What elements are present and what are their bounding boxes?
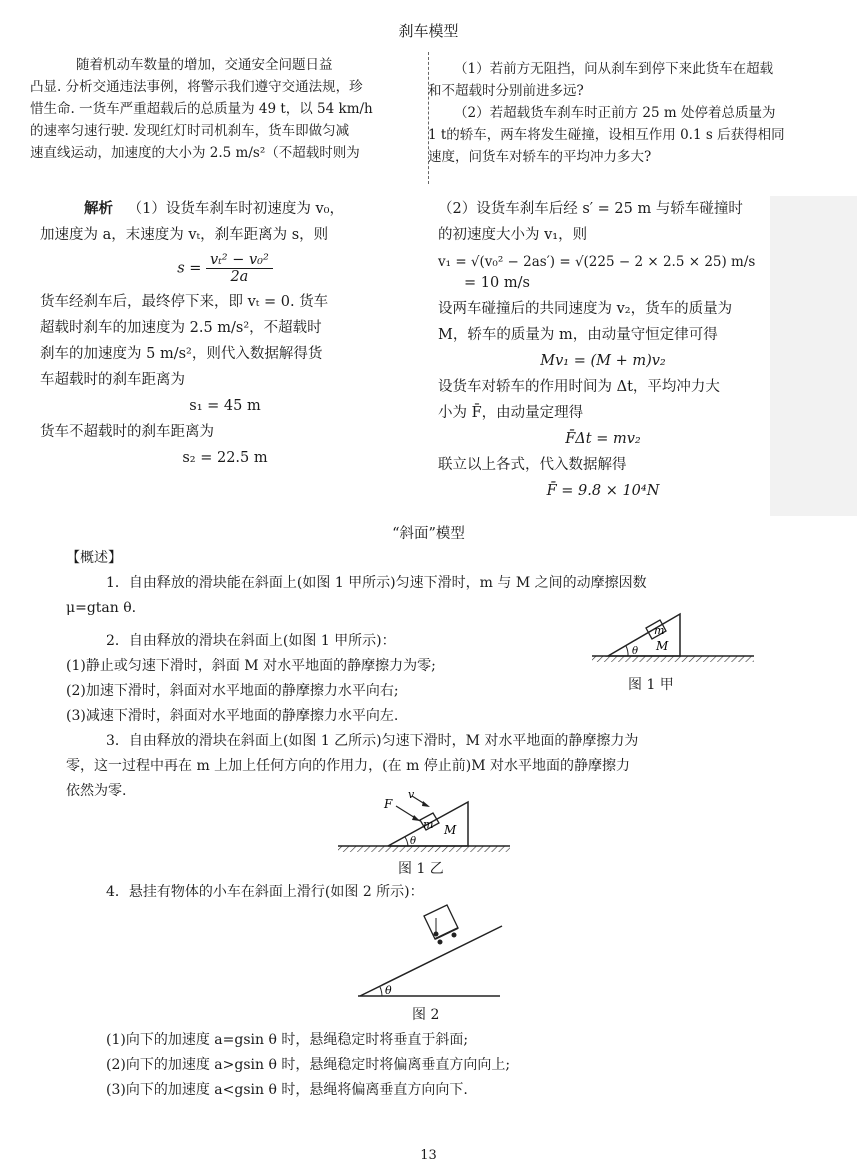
- solution-line: 货车经刹车后，最终停下来，即 vₜ = 0. 货车: [40, 294, 329, 310]
- formula-numerator: vₜ² − v₀²: [206, 252, 273, 269]
- label-m: m: [423, 818, 434, 831]
- label-F: F: [384, 797, 393, 811]
- momentum-equation: Mv₁ = (M + m)v₂: [540, 353, 666, 369]
- result-s1: s₁ = 45 m: [189, 398, 261, 414]
- figure-1b-caption: 图 1 乙: [398, 861, 444, 877]
- problem-line: 的速率匀速行驶. 发现红灯时司机刹车，货车即做匀减: [30, 123, 350, 139]
- ground-hatch: [338, 846, 510, 852]
- page-title: 刹车模型: [398, 22, 459, 40]
- cart-wheel: [452, 933, 457, 938]
- velocity-arrowhead: [422, 801, 430, 807]
- solution-line: 车超载时的刹车距离为: [40, 372, 185, 388]
- label-theta: θ: [385, 984, 392, 997]
- formula-fraction: [206, 252, 273, 285]
- angle-arc: [405, 837, 408, 846]
- label-M: M: [444, 823, 457, 837]
- problem-left-column: [30, 54, 373, 164]
- figure-2: [352, 904, 506, 1002]
- braking-formula: [40, 252, 410, 285]
- solution-left: [40, 196, 410, 471]
- solution-line: 刹车的加速度为 5 m/s²，则代入数据解得货: [40, 346, 323, 362]
- solution-line: （1）设货车刹车时初速度为 v₀，: [127, 201, 344, 217]
- paragraph-line: 依然为零.: [66, 783, 127, 799]
- problem-line: （2）若超载货车刹车时正前方 25 m 处停着总质量为: [454, 105, 776, 121]
- v1-result: = 10 m/s: [464, 275, 530, 291]
- problem-line: 惜生命. 一货车严重超载后的总质量为 49 t，以 54 km/h: [30, 101, 373, 117]
- problem-line: 速度，问货车对轿车的平均冲力多大?: [428, 149, 652, 165]
- problem-line: 和不超载时分别前进多远?: [428, 83, 584, 99]
- hanging-bob: [434, 932, 439, 937]
- label-m: m: [654, 624, 665, 637]
- incline-wedge: [608, 614, 680, 656]
- problem-line: 凸显. 分析交通违法事例，将警示我们遵守交通法规，珍: [30, 79, 363, 95]
- paragraph-line: (3)减速下滑时，斜面对水平地面的静摩擦力水平向左.: [66, 708, 399, 724]
- problem-line: 1 t的轿车，两车将发生碰撞，设相互作用 0.1 s 后获得相同: [428, 127, 785, 143]
- paragraph-line: 1．自由释放的滑块能在斜面上(如图 1 甲所示)匀速下滑时，m 与 M 之间的动摩擦因数: [106, 575, 647, 591]
- solution-line: 加速度为 a，末速度为 vₜ，刹车距离为 s，则: [40, 227, 329, 243]
- paragraph-line: (2)加速下滑时，斜面对水平地面的静摩擦力水平向右;: [66, 683, 399, 699]
- solution-right: [438, 196, 768, 504]
- angle-arc: [380, 987, 382, 996]
- problem-line: 速直线运动，加速度的大小为 2.5 m/s²（不超载时则为: [30, 145, 360, 161]
- force-arrowhead: [412, 815, 420, 821]
- impulse-equation: F̄Δt = mv₂: [565, 431, 641, 447]
- paragraph-line: μ=gtan θ.: [66, 600, 137, 616]
- paragraph-line: (1)静止或匀速下滑时，斜面 M 对水平地面的静摩擦力为零;: [66, 658, 436, 674]
- conclusion-line: (2)向下的加速度 a>gsin θ 时，悬绳稳定时将偏离垂直方向向上;: [106, 1057, 511, 1073]
- label-theta: θ: [410, 836, 417, 847]
- label-theta: θ: [632, 646, 639, 657]
- paragraph-line: 3．自由释放的滑块在斜面上(如图 1 乙所示)匀速下滑时，M 对水平地面的静摩擦力为: [106, 733, 639, 749]
- force-result: F̄ = 9.8 × 10⁴N: [546, 483, 660, 499]
- overview-heading: 【概述】: [66, 550, 122, 566]
- solution-label: 解析: [84, 200, 113, 217]
- ground-hatch: [592, 656, 754, 662]
- solution-line: 联立以上各式，代入数据解得: [438, 457, 627, 473]
- solution-line: M，轿车的质量为 m，由动量守恒定律可得: [438, 327, 718, 343]
- solution-line: 超载时刹车的加速度为 2.5 m/s²，不超载时: [40, 320, 322, 336]
- page-number: 13: [420, 1148, 437, 1163]
- solution-line: 货车不超载时的刹车距离为: [40, 424, 214, 440]
- incline-overview: [66, 546, 647, 804]
- angle-arc: [626, 646, 628, 656]
- problem-line: （1）若前方无阻挡，问从刹车到停下来此货车在超载: [454, 61, 774, 77]
- figure-1a-caption: 图 1 甲: [628, 677, 674, 693]
- solution-line: 设货车对轿车的作用时间为 Δt，平均冲力大: [438, 379, 720, 395]
- solution-line: 设两车碰撞后的共同速度为 v₂，货车的质量为: [438, 301, 733, 317]
- solution-line: 的初速度大小为 v₁，则: [438, 227, 588, 243]
- problem-line: 随着机动车数量的增加，交通安全问题日益: [76, 57, 333, 73]
- figure-2-conclusions: [106, 1028, 510, 1103]
- cart-wheel: [438, 940, 443, 945]
- figure-2-caption: 图 2: [412, 1007, 440, 1023]
- result-s2: s₂ = 22.5 m: [182, 450, 268, 466]
- section-title: “斜面”模型: [392, 526, 465, 542]
- solution-line: （2）设货车刹车后经 s′ = 25 m 与轿车碰撞时: [438, 201, 743, 217]
- figure-1b: [336, 788, 512, 862]
- paragraph-line: 4．悬挂有物体的小车在斜面上滑行(如图 2 所示)：: [106, 884, 424, 900]
- formula-denominator: 2a: [230, 269, 249, 285]
- label-M: M: [656, 639, 669, 653]
- paragraph-line: 零，这一过程中再在 m 上加上任何方向的作用力，(在 m 停止前)M 对水平地面的静摩擦力: [66, 758, 631, 774]
- formula-lhs: s =: [177, 260, 202, 277]
- paragraph-line: 2．自由释放的滑块在斜面上(如图 1 甲所示)：: [106, 633, 396, 649]
- label-v: v: [408, 788, 415, 801]
- incline-surface: [360, 926, 502, 996]
- scan-shade: [770, 196, 857, 516]
- conclusion-line: (3)向下的加速度 a<gsin θ 时，悬绳将偏离垂直方向向下.: [106, 1082, 468, 1098]
- solution-line: 小为 F̄，由动量定理得: [438, 405, 584, 421]
- problem-right-column: [428, 58, 785, 168]
- v1-formula: v₁ = √(v₀² − 2as′) = √(225 − 2 × 2.5 × 25) m/s: [438, 254, 756, 270]
- conclusion-line: (1)向下的加速度 a=gsin θ 时，悬绳稳定时将垂直于斜面;: [106, 1032, 469, 1048]
